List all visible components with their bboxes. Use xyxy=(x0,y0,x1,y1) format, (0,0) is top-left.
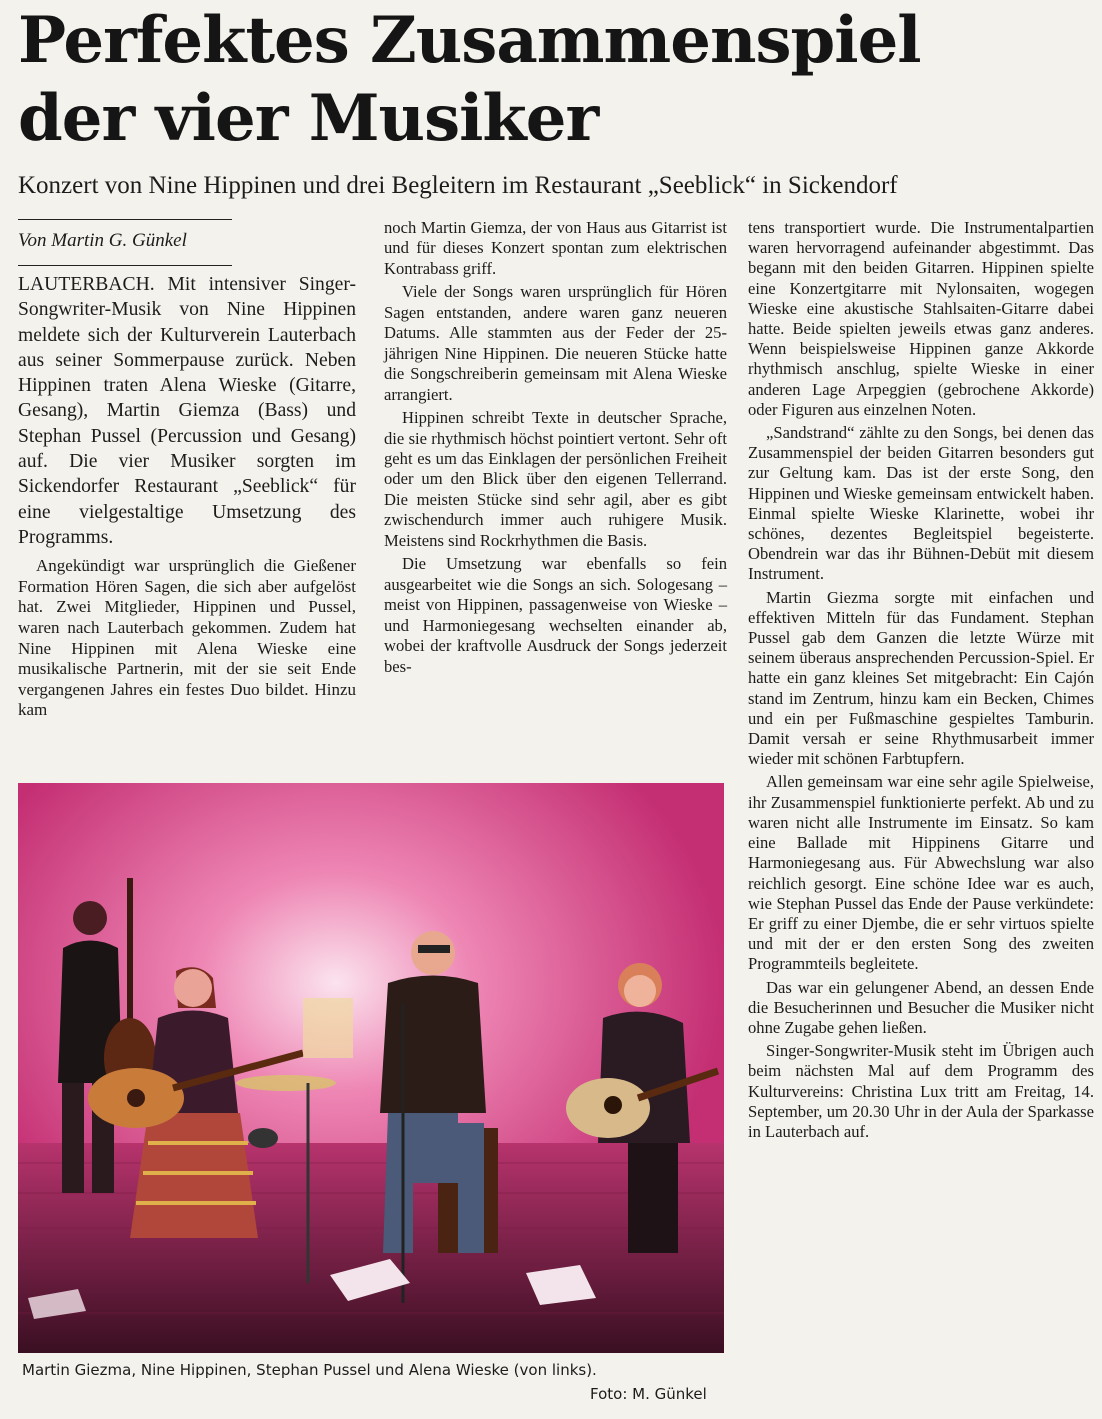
paragraph-2: Viele der Songs waren ursprünglich für Hören Sagen entstanden, andere waren ganz neueren Datums. Alle stammten aus der Feder der 25-jährigen Nine Hippinen. Die neueren Stücke hatte die Songschreiberin gemeinsam mit Alena Wieske arrangiert. xyxy=(384,282,727,404)
paragraph-4: Die Umsetzung war ebenfalls so fein ausgearbeitet wie die Songs an sich. Sologesang – meist von Hippinen, passagenweise von Wieske – und Harmoniegesang wechselten einander ab, wobei der kraftvolle Ausdruck der Songs jederzeit bes- xyxy=(384,554,727,676)
paragraph-6: Martin Giezma sorgte mit einfachen und effektiven Mitteln für das Fundament. Stephan Pussel gab dem Ganzen die letzte Würze mit seinem überaus ansprechenden Percussion-Spiel. Er hatte ein ganz kleines Set mitgebracht: Ein Cajón stand im Zentrum, hinzu kam ein Becken, Chimes und ein per Fußmaschine gespieltes Tamburin. Damit versah er seine Rhythmusarbeit immer wieder mit schönen Farbtupfern. xyxy=(748,587,1094,769)
concert-photo-illustration xyxy=(18,783,724,1353)
paragraph-5: „Sandstrand“ zählte zu den Songs, bei denen das Zusammenspiel der beiden Gitarren besonders gut zur Geltung kam. Das ist der erste Song, den Hippinen und Wieske gemeinsam entwickelt haben. Einmal spielte Wieske Klarinette, wobei ihr schönes, dezentes Begleitspiel begeisterte. Obendrein war das ihr Bühnen-Debüt mit diesem Instrument. xyxy=(748,423,1094,584)
headline-line-2: der vier Musiker xyxy=(18,81,599,156)
byline-rule-top xyxy=(18,219,232,220)
byline-rule-bottom xyxy=(18,265,232,266)
article-column-1 xyxy=(18,272,356,721)
paragraph-1-continued: noch Martin Giemza, der von Haus aus Gitarrist ist und für dieses Konzert spontan zum elektrischen Kontrabass griff. xyxy=(384,218,727,278)
lead-paragraph: LAUTERBACH. Mit intensiver Singer-Songwriter-Musik von Nine Hippinen meldete sich der Kulturverein Lauterbach aus seiner Sommerpause zurück. Neben Hippinen traten Alena Wieske (Gitarre, Gesang), Martin Giemza (Bass) und Stephan Pussel (Percussion und Gesang) auf. Die vier Musiker sorgten im Sickendorfer Restaurant „Seeblick“ für eine vielgestaltige Umsetzung des Programms. xyxy=(18,274,356,548)
paragraph-4-continued: tens transportiert wurde. Die Instrumentalpartien waren hervorragend aufeinander abgestimmt. Das begann mit den beiden Gitarren. Hippinen spielte eine Konzertgitarre mit Nylonsaiten, wogegen Wieske eine akustische Stahlsaiten-Gitarre dabei hatte. Beide spielten jeweils etwas ganz anderes. Wenn beispielsweise Hippinen ganze Akkorde rhythmisch anschlug, spielte Wieske in einer anderen Lage Arpeggien (gebrochene Akkorde) oder Figuren aus einzelnen Noten. xyxy=(748,218,1094,419)
concert-photo xyxy=(18,783,724,1353)
paragraph-9: Singer-Songwriter-Musik steht im Übrigen auch beim nächsten Mal auf dem Programm des Kulturvereins: Christina Lux tritt am Freitag, 14. September, um 20.30 Uhr in der Aula der Sparkasse in Lauterbach auf. xyxy=(748,1041,1094,1141)
paragraph-3: Hippinen schreibt Texte in deutscher Sprache, die sie rhythmisch höchst pointiert vertont. Sehr oft geht es um das Einklagen der persönlichen Freiheit oder um den Blick über den eigenen Tellerrand. Die meisten Stücke sind sehr agil, aber es gibt zwischendurch immer auch ruhigere Musik. Meistens sind Rockrhythmen die Basis. xyxy=(384,408,727,550)
headline-line-1: Perfektes Zusammenspiel xyxy=(18,3,921,78)
article-column-2 xyxy=(384,218,727,677)
headline xyxy=(18,2,1088,158)
photo-caption: Martin Giezma, Nine Hippinen, Stephan Pussel und Alena Wieske (von links). xyxy=(22,1361,597,1379)
photo-credit: Foto: M. Günkel xyxy=(590,1385,707,1403)
paragraph-1: Angekündigt war ursprünglich die Gießener Formation Hören Sagen, die sich aber aufgelöst hat. Zwei Mitglieder, Hippinen und Pussel, waren nach Lauterbach gekommen. Zudem hat Nine Hippinen mit Alena Wieske eine musikalische Partnerin, mit der sie seit Ende vergangenen Jahres ein festes Duo bildet. Hinzu kam xyxy=(18,556,356,720)
subheadline: Konzert von Nine Hippinen und drei Begleitern im Restaurant „Seeblick“ in Sickendorf xyxy=(18,172,898,199)
article-column-3 xyxy=(748,218,1094,1142)
paragraph-7: Allen gemeinsam war eine sehr agile Spielweise, ihr Zusammenspiel funktionierte perfekt. Ab und zu waren nicht alle Instrumente im Einsatz. So kam eine Ballade mit Hippinens Gitarre und Harmoniegesang aus. Für Abwechslung war also reichlich gesorgt. Eine schöne Idee war es auch, wie Stephan Pussel das Ende der Pause verkündete: Er griff zu einer Djembe, die er sehr virtuos spielte und mit der er den ersten Song des zweiten Programmteils begleitete. xyxy=(748,772,1094,974)
byline: Von Martin G. Günkel xyxy=(18,230,187,251)
paragraph-8: Das war ein gelungener Abend, an dessen Ende die Besucherinnen und Besucher die Musiker nicht ohne Zugabe gehen ließen. xyxy=(748,977,1094,1037)
